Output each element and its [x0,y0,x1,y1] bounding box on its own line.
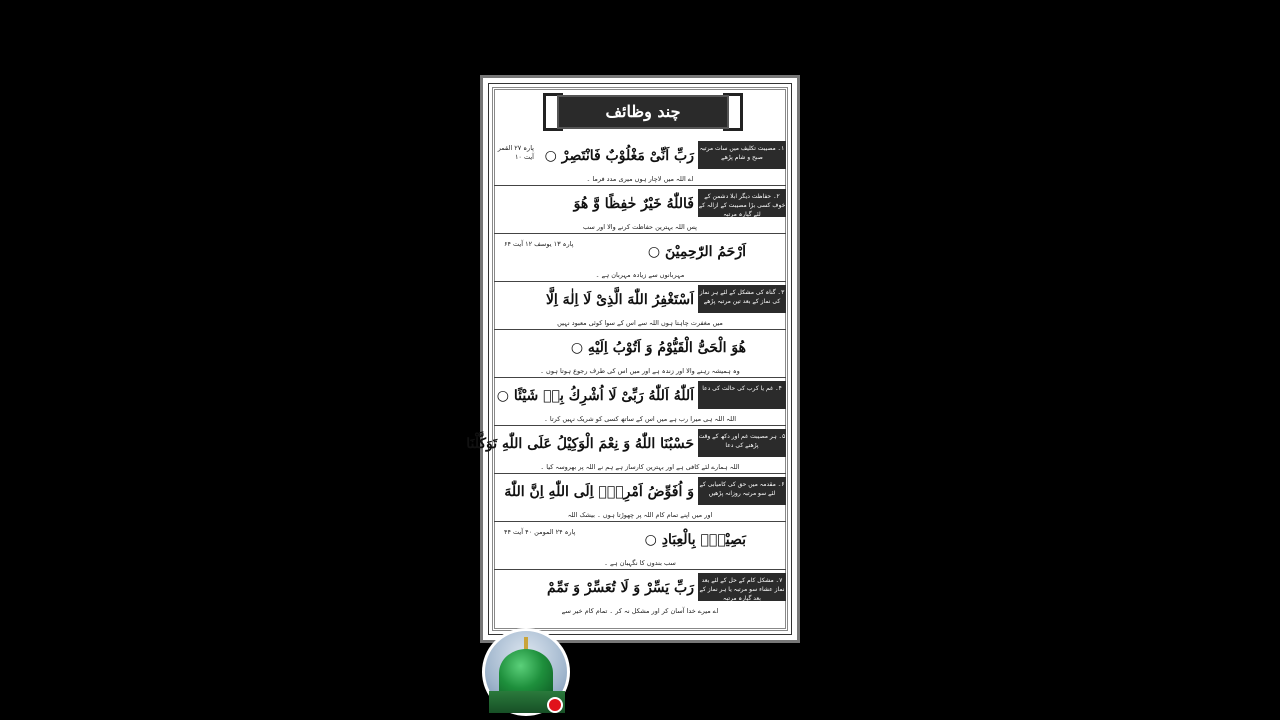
arabic-text: رَبِّ اَنِّیْ مَغْلُوْبٌ فَانْتَصِرْ ○ [544,148,694,164]
list-item [494,282,786,330]
arabic-text: رَبِّ یَسِّرْ وَ لَا تُعَسِّرْ وَ تَمِّمْ [547,580,694,596]
live-indicator-icon [547,697,563,713]
translation-text: میں مغفرت چاہتا ہوں اللہ سے اس کے سوا کوئی معبود نہیں [557,319,723,327]
list-item [494,138,786,186]
row-tag: ۴۔ غم یا کرب کی حالت کی دعا [698,381,786,409]
verse-reference: پارہ ۲۷ القمر آیت ۱۰ [497,144,534,161]
translation-text: اللہ اللہ ہی میرا رب ہے میں اس کے ساتھ کسی کو شریک نہیں کرتا ۔ [543,415,737,423]
translation-text: پس اللہ بہترین حفاظت کرنے والا اور سب [583,223,697,231]
translation-text: وہ ہمیشہ رہنے والا اور زندہ ہے اور میں اس کی طرف رجوع ہوتا ہوں ۔ [540,367,740,375]
row-tag: ۶۔ مقدمہ میں حق کی کامیابی کے لئے سو مرتبہ روزانہ پڑھیں [698,477,786,505]
translation-text: اور میں اپنے تمام کام اللہ پر چھوڑتا ہوں ۔ بیشک اللہ [567,511,713,519]
arabic-text: اَسْتَغْفِرُ اللّٰهَ الَّذِیْ لَا اِلٰهَ اِلَّا [545,292,694,308]
list-item [494,474,786,522]
list-item [494,330,786,378]
translation-text: مہربانوں سے زیادہ مہربان ہے ۔ [595,271,685,279]
verse-reference: پارہ ۱۳ یوسف ۱۲ آیت ۶۴ [504,240,574,248]
arabic-text: هُوَ الْحَیُّ الْقَیُّوْمُ وَ اَتُوْبُ اِلَیْهِ ○ [570,340,746,356]
list-item [494,186,786,234]
arabic-text: اَرْحَمُ الرّٰحِمِیْنَ ○ [647,244,746,260]
arabic-text: فَاللّٰهُ خَيْرٌ حٰفِظًا وَّ هُوَ [573,196,694,212]
arabic-text: وَ اُفَوِّضُ اَمْرِیْۤ اِلَی اللّٰهِ اِنَّ اللّٰهَ [504,484,694,500]
list-item [494,378,786,426]
list-item [494,522,786,570]
row-tag: ۲۔ حفاظت دیگر ابلا دشمن کے خوف کسی بڑا مصیبت کے ازالہ کے لئے گیارہ مرتبہ [698,189,786,217]
translation-text: اے میرے خدا آسان کر اور مشکل نہ کر ۔ تمام کام خیر سے [561,607,719,615]
list-item [494,234,786,282]
arabic-text: اَللّٰهُ اَللّٰهُ رَبِّیْ لَا اُشْرِكُ بِهٖ شَیْئًا ○ [496,388,694,404]
arabic-text: بَصِیْرٌۢ بِالْعِبَادِ ○ [644,532,746,548]
row-tag: ۵۔ ہر مصیبت غم اور دکھ کے وقت پڑھنے کی دعا [698,429,786,457]
translation-text: اے اللہ میں لاچار ہوں میری مدد فرما ۔ [586,175,694,183]
title-header [543,89,743,135]
document-page [466,75,800,643]
list-item [466,426,786,474]
list-item [494,570,786,617]
verse-reference: پارہ ۲۴ المومن ۴۰ آیت ۴۴ [504,528,576,536]
translation-text: سب بندوں کا نگہبان ہے ۔ [604,559,676,567]
translation-text: اللہ ہمارے لئے کافی ہے اور بہترین کارساز ہے ہم نے اللہ پر بھروسہ کیا ۔ [540,463,740,471]
row-tag: ۳۔ گناہ کی مشکل کے لئے ہر نماز کی نماز کے بعد تین مرتبہ پڑھے [698,285,786,313]
green-dome-image [499,649,553,697]
arabic-text: حَسْبُنَا اللّٰهُ وَ نِعْمَ الْوَكِیْلُ عَلَی اللّٰهِ تَوَكَّلْنَا [466,436,694,452]
wazaif-list [466,138,786,617]
row-tag: ۷۔ مشکل کام کے حل کے لئے بعد نماز عشاء سو مرتبہ یا ہر نماز کے بعد گیارہ مرتبہ [698,573,786,601]
row-tag: ۱۔ مصیبت تکلیف میں سات مرتبہ صبح و شام پڑھے [698,141,786,169]
page-title: چند وظائف [557,95,729,129]
